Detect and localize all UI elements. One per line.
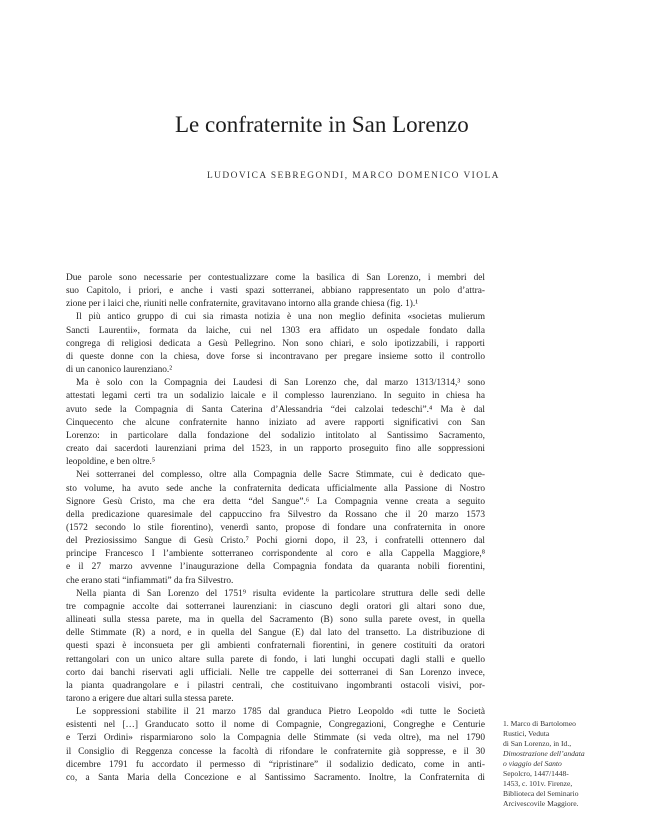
body-line: dicembre 1791 fu accordato il permesso di “ripristinare” il sodalizio dedicato, come in anti- bbox=[66, 759, 485, 770]
body-line: (1572 secondo lo stile fiorentino), venerdì santo, propose di fondare una confraternita in onore bbox=[66, 522, 485, 533]
body-line: delle Stimmate (R) a nord, e in quella del Sangue (E) dal lato del transetto. La distribuzione di bbox=[66, 628, 485, 639]
body-line: Sancti Laurentii», formata da laiche, cui nel 1303 era affidato un ospedale fondato dalla bbox=[66, 325, 485, 336]
body-line: zione per i laici che, riuniti nelle confraternite, gravitavano intorno alla grande chiesa (fig. 1).¹ bbox=[66, 299, 419, 310]
caption-line: Dimostrazione dell’andata bbox=[503, 749, 585, 758]
body-line: il Consiglio di Reggenza concesse la facoltà di rifondare le confraternite già soppresse, e il 30 bbox=[66, 746, 485, 757]
body-line: allineati sulla stessa parete, ma in quella del Sacramento (B) sono sulla parete ovest, in quella bbox=[66, 615, 485, 626]
body-line: Signore Gesù Cristo, ma che era detta “del Sangue”.⁶ La Compagnia venne creata a seguito bbox=[66, 496, 485, 507]
body-line: e il 27 marzo avvenne l’inaugurazione della Compagnia fondata da quaranta nobili fiorentini, bbox=[66, 562, 485, 573]
body-line: suo Capitolo, i priori, e anche i vasti spazi sotterranei, abbiano rappresentato un polo d’attra- bbox=[66, 286, 485, 297]
caption-line: o viaggio del Santo bbox=[503, 759, 562, 768]
body-line: principe Francesco I l’ambiente sotterraneo corrispondente al coro e alla Cappella Maggiore,⁸ bbox=[66, 549, 485, 560]
caption-line: 1453, c. 101v. Firenze, bbox=[503, 779, 573, 788]
body-line: Cinquecento che alcune confraternite hanno iniziato ad avere rapporti significativi con San bbox=[66, 417, 485, 428]
body-line: del Preziosissimo Sangue di Gesù Cristo.⁷ Pochi giorni dopo, il 23, i confratelli ottennero dal bbox=[66, 536, 485, 547]
body-line: che erano stati “infiammati” da fra Silvestro. bbox=[66, 575, 234, 586]
body-line: Le soppressioni stabilite il 21 marzo 1785 dal granduca Pietro Leopoldo «di tutte le Società bbox=[76, 707, 485, 718]
caption-line: Biblioteca del Seminario bbox=[503, 789, 579, 798]
body-line: di queste donne con la chiesa, dove forse si incontravano per pregare insieme sotto il controllo bbox=[66, 351, 485, 362]
body-line: Il più antico gruppo di cui sia rimasta notizia è una non meglio definita «societas mulierum bbox=[76, 312, 485, 323]
body-line: Ma è solo con la Compagnia dei Laudesi di San Lorenzo che, dal marzo 1313/1314,³ sono bbox=[76, 378, 485, 389]
caption-line: Sepolcro, 1447/1448- bbox=[503, 769, 569, 778]
body-line: e Terzi Ordini» risparmiarono solo la Compagnia delle Stimmate (si veda oltre), ma nel 1790 bbox=[66, 733, 485, 744]
body-line: di un canonico laurenziano.² bbox=[66, 365, 173, 376]
body-line: sto volume, ha avuto sede anche la confraternita dedicata ufficialmente alla Passione di Nostro bbox=[66, 483, 485, 494]
body-line: Nella pianta di San Lorenzo del 1751⁹ risulta evidente la particolare struttura delle sedi delle bbox=[76, 588, 485, 599]
body-text bbox=[66, 272, 485, 785]
body-line: della predicazione quaresimale del cappuccino fra Silvestro da Rossano che il 20 marzo 1573 bbox=[66, 509, 485, 520]
body-line: avuto sede la Compagnia di Santa Caterina d’Alessandria “dei calzolai tedeschi”.⁴ Ma è dal bbox=[66, 404, 485, 415]
figure-caption bbox=[503, 719, 603, 809]
body-line: Nei sotterranei del complesso, oltre alla Compagnia delle Sacre Stimmate, cui è dedicato que- bbox=[76, 470, 485, 481]
body-line: leopoldine, e ben oltre.⁵ bbox=[66, 457, 156, 468]
body-line: tarono a erigere due altari sulla stessa parete. bbox=[66, 694, 234, 704]
body-line: co, a Santa Maria della Concezione e al Santissimo Sacramento. Inoltre, la Confraternita di bbox=[66, 772, 485, 783]
chapter-title: Le confraternite in San Lorenzo bbox=[175, 112, 469, 137]
authors-line: LUDOVICA SEBREGONDI, MARCO DOMENICO VIOLA bbox=[207, 171, 500, 181]
caption-line: Arcivescovile Maggiore. bbox=[503, 799, 579, 808]
body-line: Lorenzo: in particolare dalla fondazione del sodalizio intitolato al Santissimo Sacramento, bbox=[66, 430, 485, 441]
caption-line: di San Lorenzo, in Id., bbox=[503, 739, 572, 748]
body-line: congrega di religiosi dedicata a Gesù Pellegrino. Non sono chiari, e solo ipotizzabili, i rapporti bbox=[66, 338, 485, 349]
body-line: attestati legami certi tra un sodalizio laicale e il complesso laurenziano. In seguito in chiesa ha bbox=[66, 391, 485, 402]
caption-line: 1. Marco di Bartolomeo bbox=[503, 719, 576, 728]
body-line: esistenti nel […] Granducato sotto il nome di Compagnie, Congregazioni, Congreghe e Centurie bbox=[66, 720, 485, 731]
body-line: rettangolari con un unico altare sulla parete di fondo, i lati lunghi occupati dagli stalli e quello bbox=[66, 654, 485, 665]
body-line: questi spazi è inconsueta per gli ambienti confraternali fiorentini, in genere costituiti da oratori bbox=[66, 641, 485, 652]
body-line: tre compagnie accolte dai sotterranei laurenziani: in ciascuno degli oratori gli altari sono due, bbox=[66, 601, 485, 612]
body-line: la pianta quadrangolare e i pilastri centrali, che costituivano ingombranti ostacoli visivi, por- bbox=[66, 680, 485, 691]
body-line: Due parole sono necessarie per contestualizzare come la basilica di San Lorenzo, i membri del bbox=[66, 273, 485, 283]
caption-line: Rustici, Veduta bbox=[503, 729, 550, 738]
body-line: creato dai sacerdoti laurenziani prima del 1523, in un rapporto proseguito fino alle soppressioni bbox=[66, 444, 485, 455]
body-line: corto dai banchi riservati agli ufficiali. Nelle tre cappelle dei sotterranei di San Lorenzo invece, bbox=[66, 667, 485, 678]
